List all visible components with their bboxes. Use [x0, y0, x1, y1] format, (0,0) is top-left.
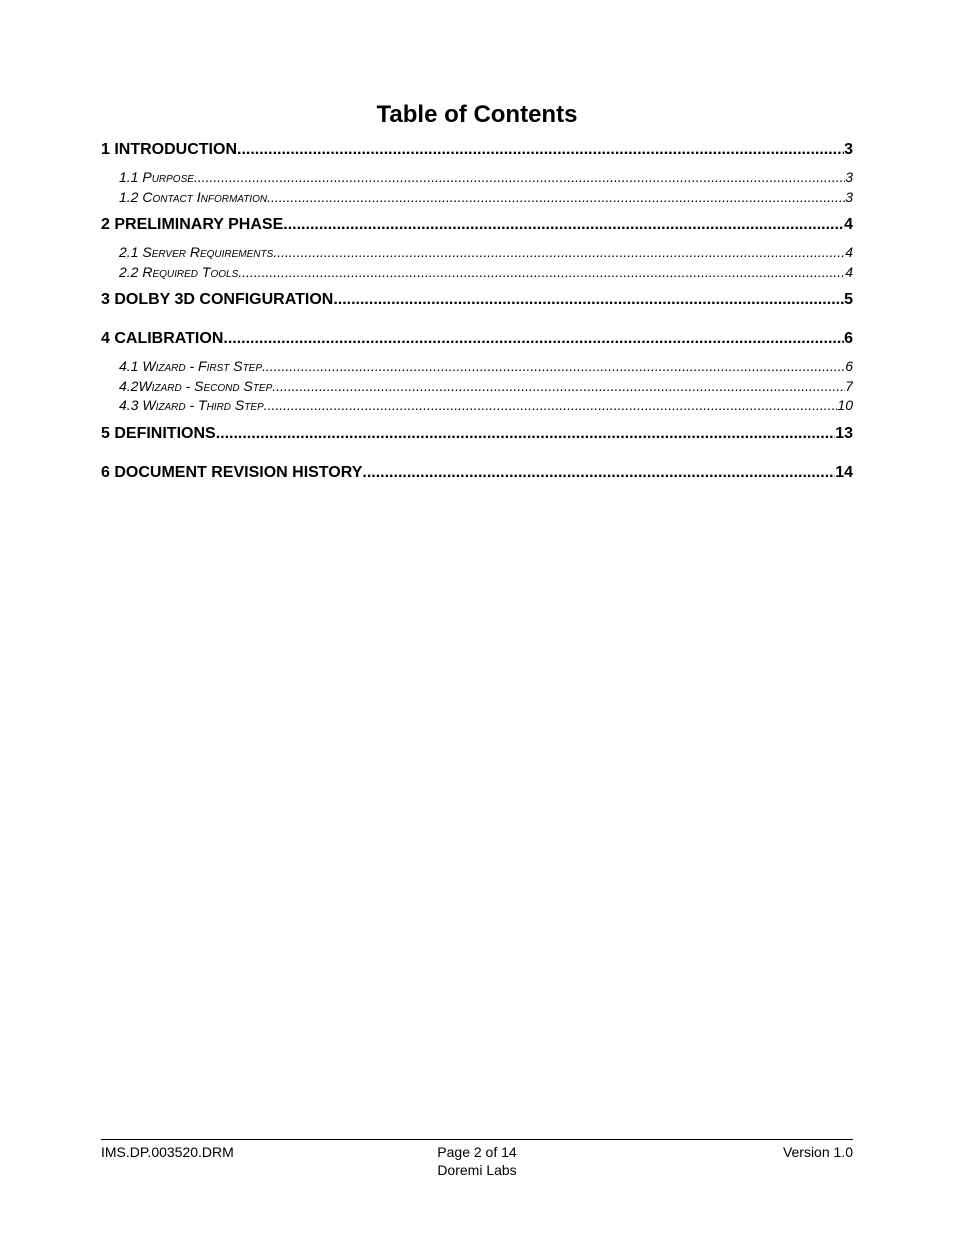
toc-page-number: 3	[845, 188, 853, 205]
toc-page-number: 3	[845, 169, 853, 185]
toc-entry-document-revision-history[interactable]	[101, 463, 853, 483]
toc-entry-wizard-second-step[interactable]	[101, 377, 853, 397]
toc-entry-number: 4.1	[119, 358, 143, 374]
toc-title: Table of Contents	[376, 101, 578, 128]
footer-page-number: Page 2 of 14	[437, 1144, 517, 1160]
toc-page-number: 4	[845, 244, 853, 260]
toc-entry-wizard-third-step[interactable]	[101, 396, 853, 416]
toc-entry-required-tools[interactable]	[101, 263, 853, 283]
dot-leader	[238, 263, 845, 283]
toc-page-number: 4	[845, 263, 853, 280]
toc-entry-number: 4.3	[119, 397, 143, 413]
toc-page-number: 14	[835, 463, 853, 481]
dot-leader	[237, 140, 844, 160]
toc-entry-label	[119, 168, 194, 188]
toc-entry-title: Contact Information	[142, 188, 268, 205]
footer-divider	[101, 1139, 853, 1140]
toc-entry-title: Required Tools	[142, 263, 239, 280]
toc-entry-label	[119, 263, 238, 283]
toc-page-number: 13	[835, 424, 853, 442]
footer-company: Doremi Labs	[437, 1162, 517, 1178]
toc-entry-server-requirements[interactable]	[101, 243, 853, 263]
toc-entry-title: Wizard - Second Step	[138, 377, 273, 394]
footer-document-id: IMS.DP.003520.DRM	[101, 1144, 234, 1160]
toc-entry-preliminary-phase[interactable]	[101, 215, 853, 235]
toc-page-number: 5	[844, 291, 853, 308]
toc-entry-label	[119, 396, 264, 416]
toc-entry-wizard-first-step[interactable]	[101, 357, 853, 377]
dot-leader	[216, 424, 836, 444]
toc-entry-purpose[interactable]	[101, 168, 853, 188]
toc-page-number: 4	[844, 216, 853, 233]
toc-entry-label: 4 CALIBRATION	[101, 330, 224, 347]
dot-leader	[267, 188, 845, 208]
toc-page-number: 10	[837, 397, 853, 413]
dot-leader	[283, 215, 844, 235]
dot-leader	[272, 377, 845, 397]
dot-leader	[273, 243, 845, 263]
toc-entry-label	[119, 188, 267, 208]
footer-version: Version 1.0	[782, 1144, 853, 1160]
toc-entry-label: 5 DEFINITIONS	[101, 424, 216, 442]
toc-entry-number: 4.2	[119, 377, 139, 394]
toc-entry-calibration[interactable]	[101, 329, 853, 349]
toc-entry-label: 1 INTRODUCTION	[101, 141, 237, 158]
dot-leader	[194, 168, 845, 188]
toc-page-number: 6	[845, 358, 853, 374]
toc-entry-label: 3 DOLBY 3D CONFIGURATION	[101, 291, 334, 308]
toc-entry-title: Purpose	[142, 169, 194, 185]
toc-entry-label: 2 PRELIMINARY PHASE	[101, 216, 284, 233]
toc-entry-title: Wizard - First Step	[142, 358, 263, 374]
toc-entry-number: 2.1	[119, 244, 143, 260]
toc-entry-definitions[interactable]	[101, 424, 853, 444]
toc-entry-number: 2.2	[119, 263, 143, 280]
dot-leader	[264, 396, 838, 416]
dot-leader	[262, 357, 845, 377]
toc-page-number: 7	[845, 377, 853, 394]
dot-leader	[223, 329, 844, 349]
toc-entry-label	[119, 377, 272, 397]
toc-entry-introduction[interactable]	[101, 140, 853, 160]
toc-entry-title: Server Requirements	[142, 244, 274, 260]
toc-entry-label	[119, 357, 262, 377]
toc-entry-label	[119, 243, 273, 263]
toc-entry-number: 1.1	[119, 169, 143, 185]
toc-page-number: 3	[844, 141, 853, 158]
toc-entry-contact-information[interactable]	[101, 188, 853, 208]
toc-entry-title: Wizard - Third Step	[142, 397, 264, 413]
toc-entry-number: 1.2	[119, 188, 143, 205]
toc-entry-dolby-3d-configuration[interactable]	[101, 290, 853, 310]
toc-entry-label: 6 DOCUMENT REVISION HISTORY	[101, 463, 363, 481]
dot-leader	[333, 290, 844, 310]
dot-leader	[362, 463, 835, 483]
toc-page-number: 6	[844, 330, 853, 347]
table-of-contents	[101, 140, 853, 483]
